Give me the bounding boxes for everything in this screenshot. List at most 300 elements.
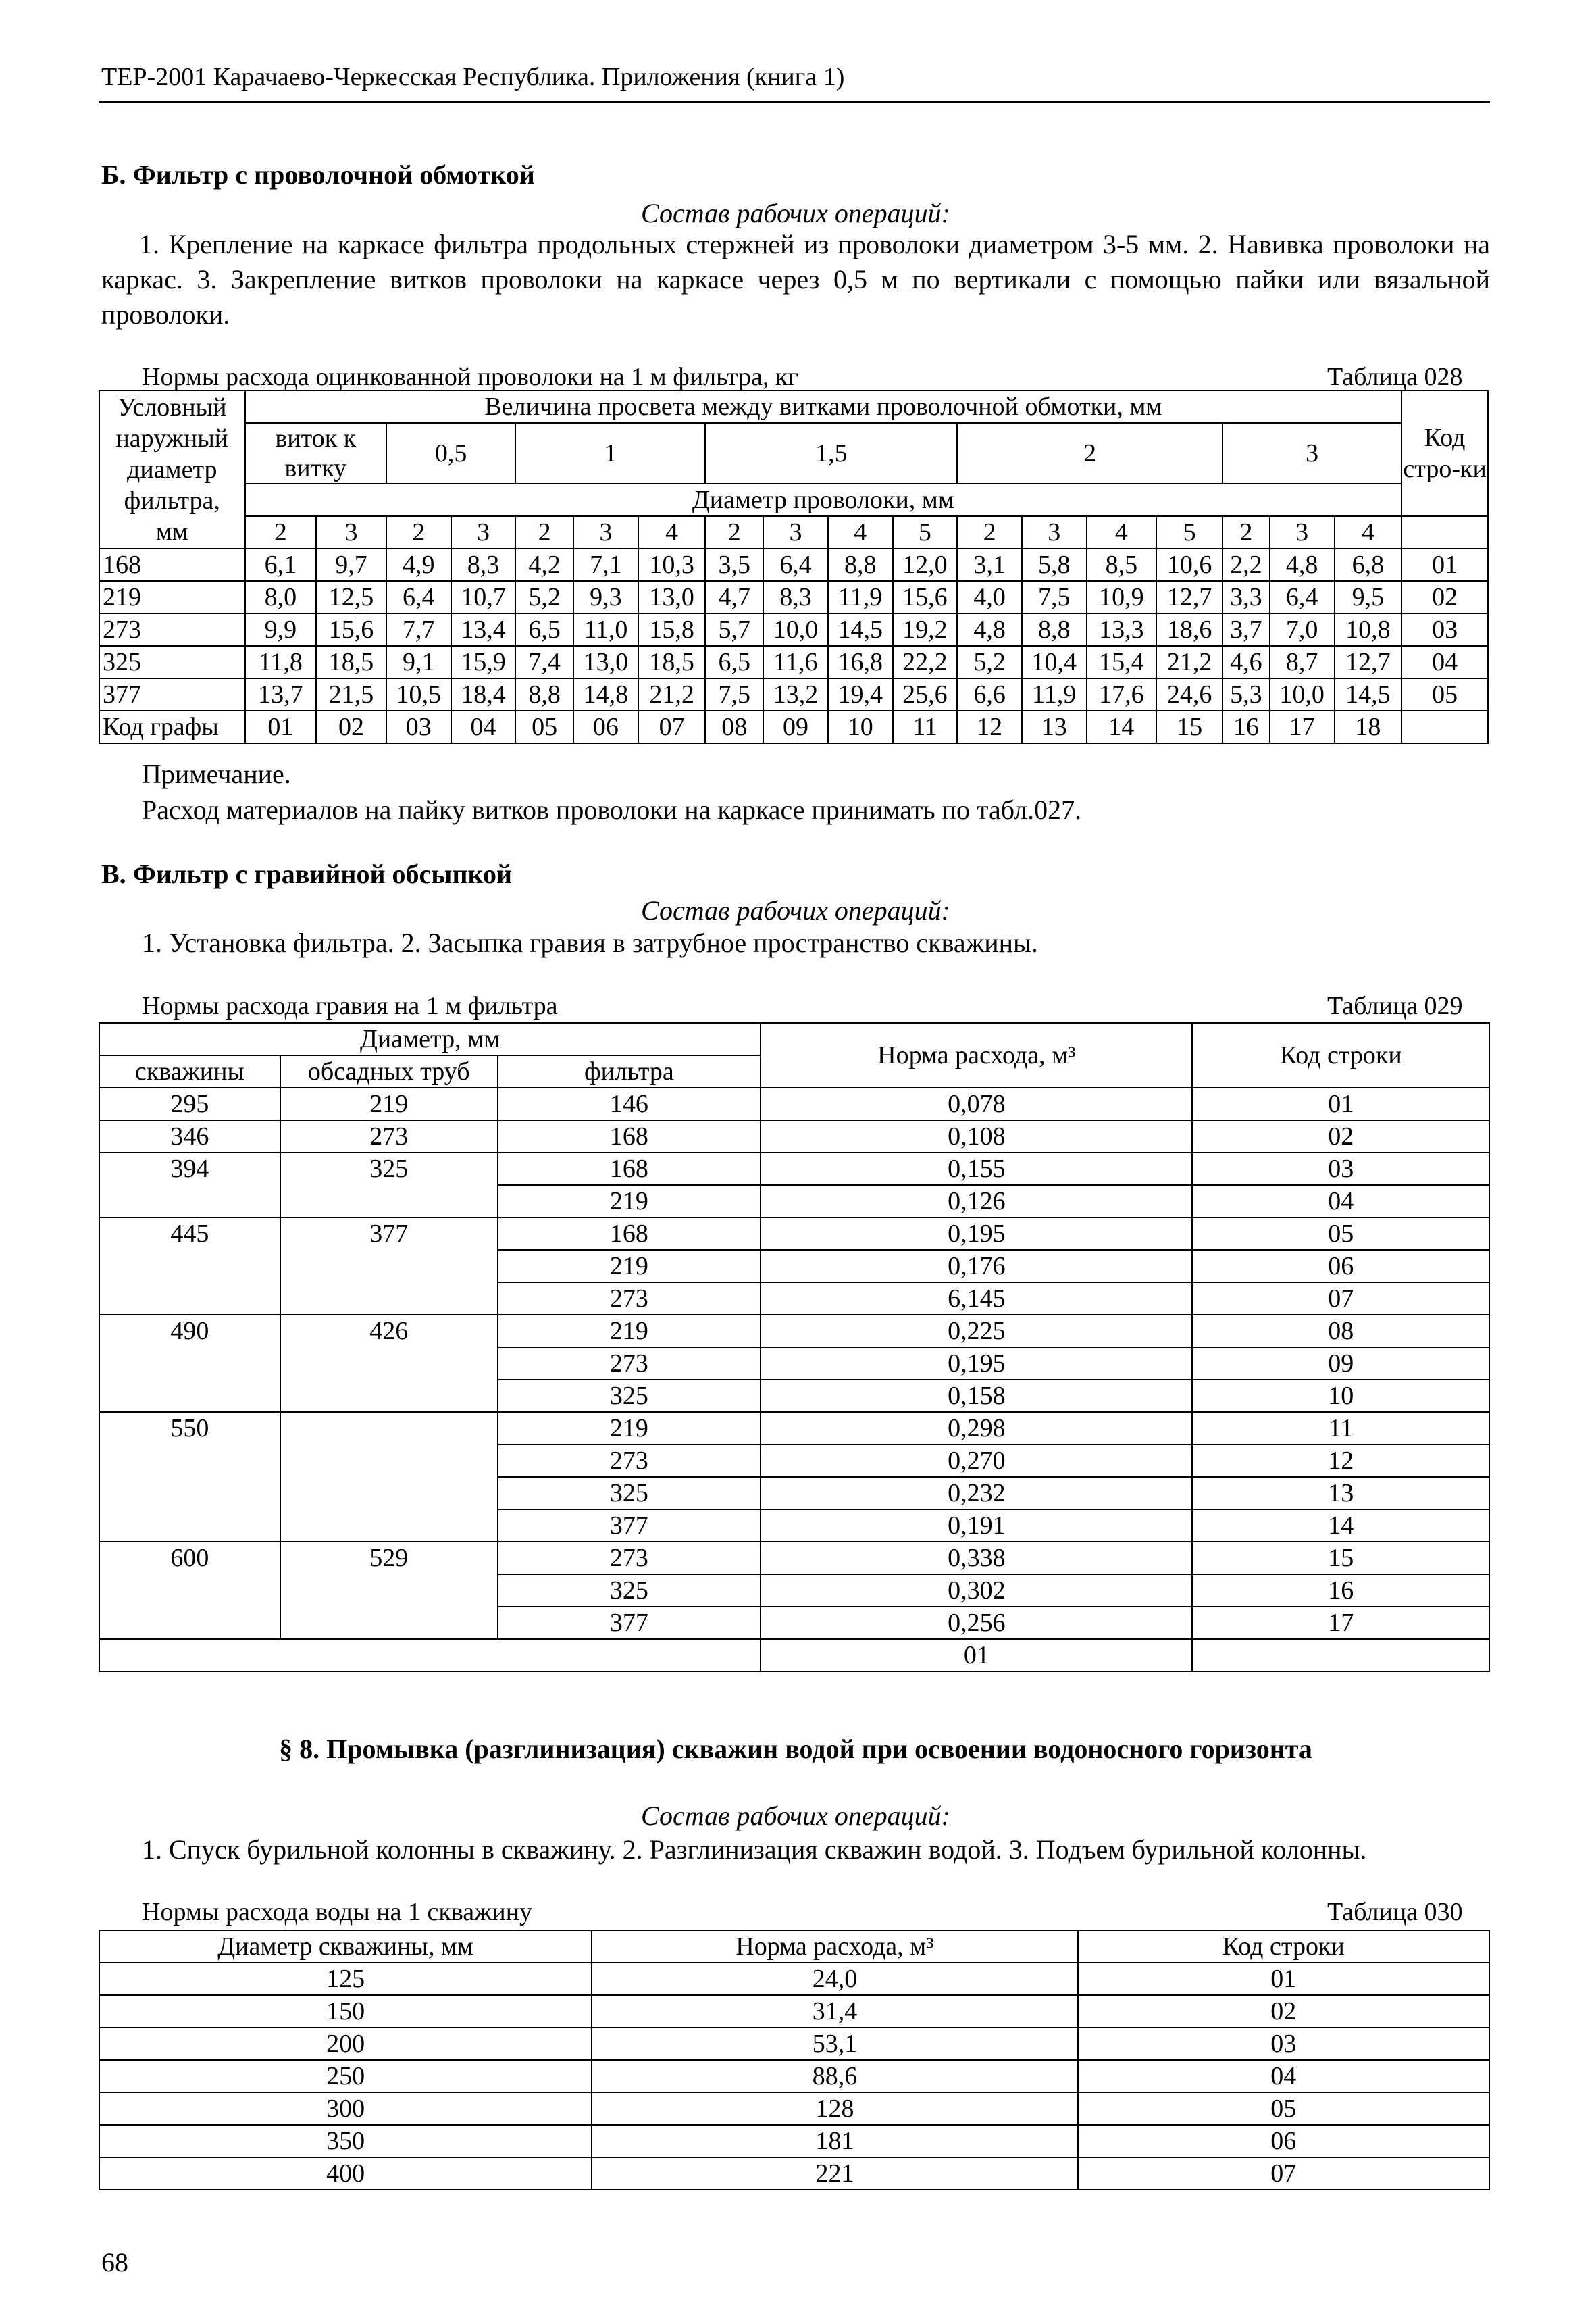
t28-diam-cell: 325	[99, 646, 245, 678]
t30-diam-cell: 200	[99, 2028, 592, 2060]
t28-wire-diam: 3	[451, 516, 516, 549]
t29-filter-cell: 325	[498, 1477, 761, 1509]
t28-value-cell: 10,7	[451, 581, 516, 613]
table-028-note-title: Примечание.	[142, 759, 291, 789]
t28-graph-code: 05	[515, 711, 573, 743]
t30-code-cell: 03	[1078, 2028, 1489, 2060]
t28-graph-label: Код графы	[99, 711, 245, 743]
t29-filter-cell: 273	[498, 1542, 761, 1574]
table-row	[99, 549, 1488, 581]
t28-graph-code: 08	[705, 711, 763, 743]
t28-value-cell: 13,2	[763, 678, 828, 711]
t28-value-cell: 4,8	[957, 613, 1022, 646]
t29-code-cell: 06	[1192, 1250, 1489, 1282]
t30-code-cell: 05	[1078, 2092, 1489, 2125]
t29-code-cell: 04	[1192, 1185, 1489, 1217]
section-8-title: § 8. Промывка (разглинизация) скважин водой при освоении водоносного горизонта	[279, 1734, 1312, 1764]
t29-casing-header: обсадных труб	[280, 1055, 498, 1088]
t28-value-cell: 3,5	[705, 549, 763, 581]
t28-graph-code: 18	[1335, 711, 1402, 743]
t28-wire-diam: 4	[638, 516, 706, 549]
t29-norm-cell: 0,158	[761, 1380, 1192, 1412]
t29-norm-cell: 0,126	[761, 1185, 1192, 1217]
t28-diam-header	[99, 391, 245, 549]
t29-filter-cell: 325	[498, 1574, 761, 1607]
t28-value-cell: 7,5	[705, 678, 763, 711]
t28-value-cell: 15,9	[451, 646, 516, 678]
t28-value-cell: 6,4	[1270, 581, 1335, 613]
t29-code-cell: 07	[1192, 1282, 1489, 1315]
t28-value-cell: 11,9	[828, 581, 893, 613]
table-row	[99, 613, 1488, 646]
t29-code-cell: 03	[1192, 1153, 1489, 1185]
t28-value-cell: 10,6	[1156, 549, 1222, 581]
t28-value-cell: 10,8	[1335, 613, 1402, 646]
t28-wire-diam: 3	[573, 516, 638, 549]
t28-value-cell: 13,3	[1087, 613, 1157, 646]
t28-diam-header-line: диаметр	[127, 455, 217, 484]
t28-value-cell: 9,5	[1335, 581, 1402, 613]
table-row	[99, 2092, 1489, 2125]
table-row	[99, 646, 1488, 678]
t28-value-cell: 9,9	[245, 613, 317, 646]
t28-diam-cell: 219	[99, 581, 245, 613]
section-b-ops-text: 1. Крепление на каркасе фильтра продольных стержней из проволоки диаметром 3-5 мм. 2. Навивка проволоки на каркас. 3. Закрепление витков проволоки на каркасе через 0,5 м по вертикали с помощью пайки или вязальной проволоки.	[101, 229, 1490, 330]
t28-graph-code: 12	[957, 711, 1022, 743]
t29-filter-cell: 219	[498, 1185, 761, 1217]
t29-casing-cell: 219	[280, 1088, 498, 1120]
t29-well-cell: 394	[99, 1153, 280, 1217]
t29-casing-cell: 529	[280, 1542, 498, 1639]
t28-diam-cell: 273	[99, 613, 245, 646]
t28-value-cell: 6,6	[957, 678, 1022, 711]
t28-value-cell: 6,5	[515, 613, 573, 646]
t28-value-cell: 3,1	[957, 549, 1022, 581]
t28-value-cell: 4,7	[705, 581, 763, 613]
t28-value-cell: 2,2	[1222, 549, 1270, 581]
table-028-number: Таблица 028	[1327, 363, 1463, 391]
t28-value-cell: 6,8	[1335, 549, 1402, 581]
t28-code-cell: 01	[1401, 549, 1488, 581]
t28-diam-header-line: наружный	[115, 424, 229, 453]
t28-code-cell: 02	[1401, 581, 1488, 613]
t29-code-cell: 09	[1192, 1347, 1489, 1380]
t30-diam-cell: 350	[99, 2125, 592, 2157]
section-v-ops-text: 1. Установка фильтра. 2. Засыпка гравия в затрубное пространство скважины.	[142, 928, 1038, 958]
t28-value-cell: 7,1	[573, 549, 638, 581]
t28-wire-diam: 5	[893, 516, 958, 549]
t28-value-cell: 9,3	[573, 581, 638, 613]
t29-code-cell: 13	[1192, 1477, 1489, 1509]
t29-filter-cell: 219	[498, 1250, 761, 1282]
t28-wire-diam: 2	[1222, 516, 1270, 549]
t29-norm-header	[761, 1023, 1192, 1088]
t28-value-cell: 16,8	[828, 646, 893, 678]
t29-casing-cell: 377	[280, 1217, 498, 1315]
t28-value-cell: 11,9	[1022, 678, 1087, 711]
table-row	[99, 1120, 1489, 1153]
t29-norm-cell: 0,108	[761, 1120, 1192, 1153]
t29-filter-cell: 273	[498, 1444, 761, 1477]
t28-value-cell: 21,2	[638, 678, 706, 711]
t28-diam-header-line: мм	[155, 518, 188, 546]
t28-value-cell: 12,7	[1335, 646, 1402, 678]
t28-value-cell: 3,3	[1222, 581, 1270, 613]
t28-wire-diam: 2	[515, 516, 573, 549]
t29-filter-cell: 168	[498, 1217, 761, 1250]
t28-value-cell: 14,8	[573, 678, 638, 711]
t30-norm-cell: 31,4	[592, 1995, 1077, 2028]
t28-value-cell: 6,5	[705, 646, 763, 678]
section-8-ops-text: 1. Спуск бурильной колонны в скважину. 2. Разглинизация скважин водой. 3. Подъем бурильной колонны.	[142, 1834, 1367, 1865]
t28-empty-cell	[1401, 516, 1488, 549]
t28-wire-diam: 2	[245, 516, 317, 549]
t29-code-cell: 08	[1192, 1315, 1489, 1347]
table-029-number: Таблица 029	[1327, 992, 1463, 1020]
t29-norm-cell: 0,078	[761, 1088, 1192, 1120]
t28-value-cell: 21,2	[1156, 646, 1222, 678]
table-030-number: Таблица 030	[1327, 1898, 1463, 1926]
t28-value-cell: 5,7	[705, 613, 763, 646]
t28-diam-header-line: Условный	[118, 393, 227, 422]
t29-well-cell: 445	[99, 1217, 280, 1315]
t29-norm-cell: 0,298	[761, 1412, 1192, 1444]
t29-empty-cell	[1192, 1639, 1489, 1671]
t28-graph-code: 02	[316, 711, 386, 743]
t28-value-cell: 24,6	[1156, 678, 1222, 711]
t30-diam-header: Диаметр скважины, мм	[99, 1930, 592, 1963]
t29-code-cell: 16	[1192, 1574, 1489, 1607]
t28-wire-header: Диаметр проволоки, мм	[245, 484, 1402, 516]
t28-wire-diam: 4	[1335, 516, 1402, 549]
t28-code-cell: 04	[1401, 646, 1488, 678]
t29-code-cell: 12	[1192, 1444, 1489, 1477]
t29-norm-cell: 0,155	[761, 1153, 1192, 1185]
t28-graph-code: 03	[386, 711, 451, 743]
t28-value-cell: 6,1	[245, 549, 317, 581]
t29-code-cell: 02	[1192, 1120, 1489, 1153]
t29-norm-header-text: Норма расхода, м³	[877, 1041, 1076, 1070]
t28-code-cell: 05	[1401, 678, 1488, 711]
t28-graph-code: 17	[1270, 711, 1335, 743]
t29-well-cell: 295	[99, 1088, 280, 1120]
t28-value-cell: 14,5	[1335, 678, 1402, 711]
t28-value-cell: 21,5	[316, 678, 386, 711]
t28-value-cell: 8,8	[1022, 613, 1087, 646]
table-row	[99, 581, 1488, 613]
t28-value-cell: 8,3	[763, 581, 828, 613]
t29-norm-cell: 0,302	[761, 1574, 1192, 1607]
section-v-ops-title: Состав рабочих операций:	[641, 895, 950, 926]
t28-value-cell: 9,1	[386, 646, 451, 678]
t30-diam-cell: 300	[99, 2092, 592, 2125]
t28-value-cell: 3,7	[1222, 613, 1270, 646]
t29-empty-cell	[99, 1639, 761, 1671]
table-029	[99, 1022, 1490, 1672]
t28-header-row-3	[99, 484, 1488, 516]
t28-value-cell: 12,5	[316, 581, 386, 613]
t28-value-cell: 4,8	[1270, 549, 1335, 581]
t28-value-cell: 8,7	[1270, 646, 1335, 678]
t28-value-cell: 7,0	[1270, 613, 1335, 646]
table-028-note-text: Расход материалов на пайку витков проволоки на каркасе принимать по табл.027.	[142, 795, 1082, 825]
table-row	[99, 1153, 1489, 1185]
page-number: 68	[101, 2247, 128, 2278]
t28-graph-code: 09	[763, 711, 828, 743]
t29-code-header: Код строки	[1192, 1023, 1489, 1088]
table-029-caption: Нормы расхода гравия на 1 м фильтра	[142, 992, 558, 1020]
t29-casing-cell: 325	[280, 1153, 498, 1217]
t30-diam-cell: 125	[99, 1963, 592, 1995]
t28-value-cell: 4,6	[1222, 646, 1270, 678]
table-row	[99, 1412, 1489, 1444]
t28-value-cell: 4,9	[386, 549, 451, 581]
t28-wire-diam: 3	[1270, 516, 1335, 549]
t29-filter-header: фильтра	[498, 1055, 761, 1088]
t28-value-cell: 12,0	[893, 549, 958, 581]
t29-norm-cell: 0,270	[761, 1444, 1192, 1477]
t28-graph-code: 14	[1087, 711, 1157, 743]
table-row	[99, 678, 1488, 711]
t28-row-code-header: Код стро-ки	[1401, 391, 1488, 516]
t29-norm-cell: 0,256	[761, 1607, 1192, 1639]
t28-wire-diam: 2	[957, 516, 1022, 549]
t28-empty-cell	[1401, 711, 1488, 743]
t28-diam-header-line: фильтра,	[124, 486, 220, 515]
t30-norm-cell: 221	[592, 2157, 1077, 2190]
t30-diam-cell: 400	[99, 2157, 592, 2190]
t28-value-cell: 11,6	[763, 646, 828, 678]
t30-norm-cell: 24,0	[592, 1963, 1077, 1995]
t29-diam-header: Диаметр, мм	[99, 1023, 761, 1055]
t28-graph-code: 11	[893, 711, 958, 743]
t28-gap-value: 1,5	[705, 423, 957, 484]
header-rule	[99, 101, 1490, 103]
t28-value-cell: 6,4	[763, 549, 828, 581]
t28-value-cell: 8,3	[451, 549, 516, 581]
t28-value-cell: 7,7	[386, 613, 451, 646]
t28-value-cell: 10,9	[1087, 581, 1157, 613]
t28-value-cell: 14,5	[828, 613, 893, 646]
t28-graph-code: 10	[828, 711, 893, 743]
t28-wire-diam: 4	[1087, 516, 1157, 549]
t28-value-cell: 11,8	[245, 646, 317, 678]
table-row	[99, 2157, 1489, 2190]
t28-graph-code: 15	[1156, 711, 1222, 743]
t30-diam-cell: 150	[99, 1995, 592, 2028]
t29-code-cell: 05	[1192, 1217, 1489, 1250]
t28-graph-code: 16	[1222, 711, 1270, 743]
t29-column-code: 01	[761, 1639, 1192, 1671]
t29-filter-cell: 377	[498, 1509, 761, 1542]
t28-gap-value: 2	[957, 423, 1222, 484]
t28-value-cell: 10,3	[638, 549, 706, 581]
t28-value-cell: 10,0	[1270, 678, 1335, 711]
t28-value-cell: 5,3	[1222, 678, 1270, 711]
t28-value-cell: 4,0	[957, 581, 1022, 613]
t29-well-cell: 346	[99, 1120, 280, 1153]
t28-value-cell: 15,4	[1087, 646, 1157, 678]
t28-v2v-header: виток к витку	[245, 423, 386, 484]
t29-norm-cell: 0,176	[761, 1250, 1192, 1282]
t29-casing-cell	[280, 1412, 498, 1542]
t29-well-header: скважины	[99, 1055, 280, 1088]
t29-code-cell: 01	[1192, 1088, 1489, 1120]
t30-norm-cell: 53,1	[592, 2028, 1077, 2060]
t29-norm-cell: 0,338	[761, 1542, 1192, 1574]
t28-graph-code: 13	[1022, 711, 1087, 743]
t29-filter-cell: 168	[498, 1153, 761, 1185]
t29-norm-cell: 0,195	[761, 1347, 1192, 1380]
t29-norm-cell: 0,195	[761, 1217, 1192, 1250]
t28-header-row-2	[99, 423, 1488, 484]
t28-value-cell: 6,4	[386, 581, 451, 613]
t28-value-cell: 10,4	[1022, 646, 1087, 678]
t28-graph-code-row	[99, 711, 1488, 743]
t30-code-cell: 01	[1078, 1963, 1489, 1995]
t28-value-cell: 15,8	[638, 613, 706, 646]
t30-code-cell: 04	[1078, 2060, 1489, 2092]
t29-well-cell: 600	[99, 1542, 280, 1639]
t29-well-cell: 490	[99, 1315, 280, 1412]
t28-wire-diam: 4	[828, 516, 893, 549]
t28-graph-code: 01	[245, 711, 317, 743]
table-row	[99, 1963, 1489, 1995]
t30-header-row	[99, 1930, 1489, 1963]
t29-code-cell: 10	[1192, 1380, 1489, 1412]
section-v-title: В. Фильтр с гравийной обсыпкой	[101, 859, 513, 889]
t28-wire-diam: 5	[1156, 516, 1222, 549]
t29-header-row-1	[99, 1023, 1489, 1055]
t28-value-cell: 5,8	[1022, 549, 1087, 581]
t29-code-cell: 11	[1192, 1412, 1489, 1444]
table-row	[99, 2060, 1489, 2092]
t28-gap-value: 3	[1222, 423, 1401, 484]
t28-value-cell: 8,5	[1087, 549, 1157, 581]
t29-filter-cell: 219	[498, 1315, 761, 1347]
t28-value-cell: 15,6	[316, 613, 386, 646]
t29-code-cell: 17	[1192, 1607, 1489, 1639]
t30-diam-cell: 250	[99, 2060, 592, 2092]
t29-casing-cell: 273	[280, 1120, 498, 1153]
t30-norm-cell: 181	[592, 2125, 1077, 2157]
t29-filter-cell: 146	[498, 1088, 761, 1120]
t28-value-cell: 13,0	[638, 581, 706, 613]
t28-value-cell: 8,8	[828, 549, 893, 581]
t28-value-cell: 22,2	[893, 646, 958, 678]
t29-norm-cell: 0,191	[761, 1509, 1192, 1542]
t28-graph-code: 07	[638, 711, 706, 743]
t28-value-cell: 5,2	[515, 581, 573, 613]
t28-wire-diam: 2	[705, 516, 763, 549]
table-row	[99, 2125, 1489, 2157]
t28-value-cell: 13,7	[245, 678, 317, 711]
t28-value-cell: 7,5	[1022, 581, 1087, 613]
t28-value-cell: 18,4	[451, 678, 516, 711]
t28-value-cell: 15,6	[893, 581, 958, 613]
t28-header-row-1	[99, 391, 1488, 423]
t28-value-cell: 12,7	[1156, 581, 1222, 613]
t29-casing-cell: 426	[280, 1315, 498, 1412]
t28-gap-value: 0,5	[386, 423, 515, 484]
t29-filter-cell: 273	[498, 1347, 761, 1380]
t30-norm-cell: 128	[592, 2092, 1077, 2125]
t28-gap-header: Величина просвета между витками проволочной обмотки, мм	[245, 391, 1402, 423]
table-row	[99, 1542, 1489, 1574]
t28-value-cell: 8,8	[515, 678, 573, 711]
section-b-title: Б. Фильтр с проволочной обмоткой	[101, 159, 535, 190]
t28-value-cell: 11,0	[573, 613, 638, 646]
t28-value-cell: 19,4	[828, 678, 893, 711]
t30-norm-header: Норма расхода, м³	[592, 1930, 1077, 1963]
t28-value-cell: 19,2	[893, 613, 958, 646]
t28-wire-diam: 3	[763, 516, 828, 549]
t29-filter-cell: 219	[498, 1412, 761, 1444]
t29-norm-cell: 0,225	[761, 1315, 1192, 1347]
t29-well-cell: 550	[99, 1412, 280, 1542]
t28-wire-diam: 3	[1022, 516, 1087, 549]
t28-value-cell: 10,0	[763, 613, 828, 646]
page-header: ТЕР-2001 Карачаево-Черкесская Республика. Приложения (книга 1)	[101, 63, 845, 91]
table-row	[99, 1315, 1489, 1347]
t28-value-cell: 17,6	[1087, 678, 1157, 711]
t28-value-cell: 18,5	[316, 646, 386, 678]
t28-value-cell: 25,6	[893, 678, 958, 711]
table-028	[99, 390, 1489, 744]
section-8-ops-title: Состав рабочих операций:	[641, 1801, 950, 1831]
table-row	[99, 1217, 1489, 1250]
table-028-caption: Нормы расхода оцинкованной проволоки на 1 м фильтра, кг	[142, 363, 799, 391]
t29-column-code-row	[99, 1639, 1489, 1671]
section-b-ops-title: Состав рабочих операций:	[641, 198, 950, 228]
t28-value-cell: 9,7	[316, 549, 386, 581]
t29-norm-cell: 0,232	[761, 1477, 1192, 1509]
table-030	[99, 1930, 1490, 2190]
t29-filter-cell: 325	[498, 1380, 761, 1412]
t29-filter-cell: 273	[498, 1282, 761, 1315]
t29-code-cell: 15	[1192, 1542, 1489, 1574]
t29-norm-cell: 6,145	[761, 1282, 1192, 1315]
table-030-caption: Нормы расхода воды на 1 скважину	[142, 1898, 533, 1926]
t28-graph-code: 04	[451, 711, 516, 743]
t29-filter-cell: 377	[498, 1607, 761, 1639]
t28-code-cell: 03	[1401, 613, 1488, 646]
t28-value-cell: 13,0	[573, 646, 638, 678]
t28-header-row-4	[99, 516, 1488, 549]
t28-value-cell: 13,4	[451, 613, 516, 646]
t28-value-cell: 7,4	[515, 646, 573, 678]
t28-gap-value: 1	[515, 423, 705, 484]
t28-value-cell: 18,5	[638, 646, 706, 678]
t28-wire-diam: 3	[316, 516, 386, 549]
table-row	[99, 1088, 1489, 1120]
t28-value-cell: 8,0	[245, 581, 317, 613]
t30-code-cell: 07	[1078, 2157, 1489, 2190]
t30-code-header: Код строки	[1078, 1930, 1489, 1963]
t29-filter-cell: 168	[498, 1120, 761, 1153]
table-row	[99, 1995, 1489, 2028]
t28-value-cell: 4,2	[515, 549, 573, 581]
t28-graph-code: 06	[573, 711, 638, 743]
t28-value-cell: 5,2	[957, 646, 1022, 678]
t30-code-cell: 06	[1078, 2125, 1489, 2157]
t30-code-cell: 02	[1078, 1995, 1489, 2028]
t29-code-cell: 14	[1192, 1509, 1489, 1542]
table-row	[99, 2028, 1489, 2060]
t28-value-cell: 18,6	[1156, 613, 1222, 646]
t28-diam-cell: 168	[99, 549, 245, 581]
t30-norm-cell: 88,6	[592, 2060, 1077, 2092]
